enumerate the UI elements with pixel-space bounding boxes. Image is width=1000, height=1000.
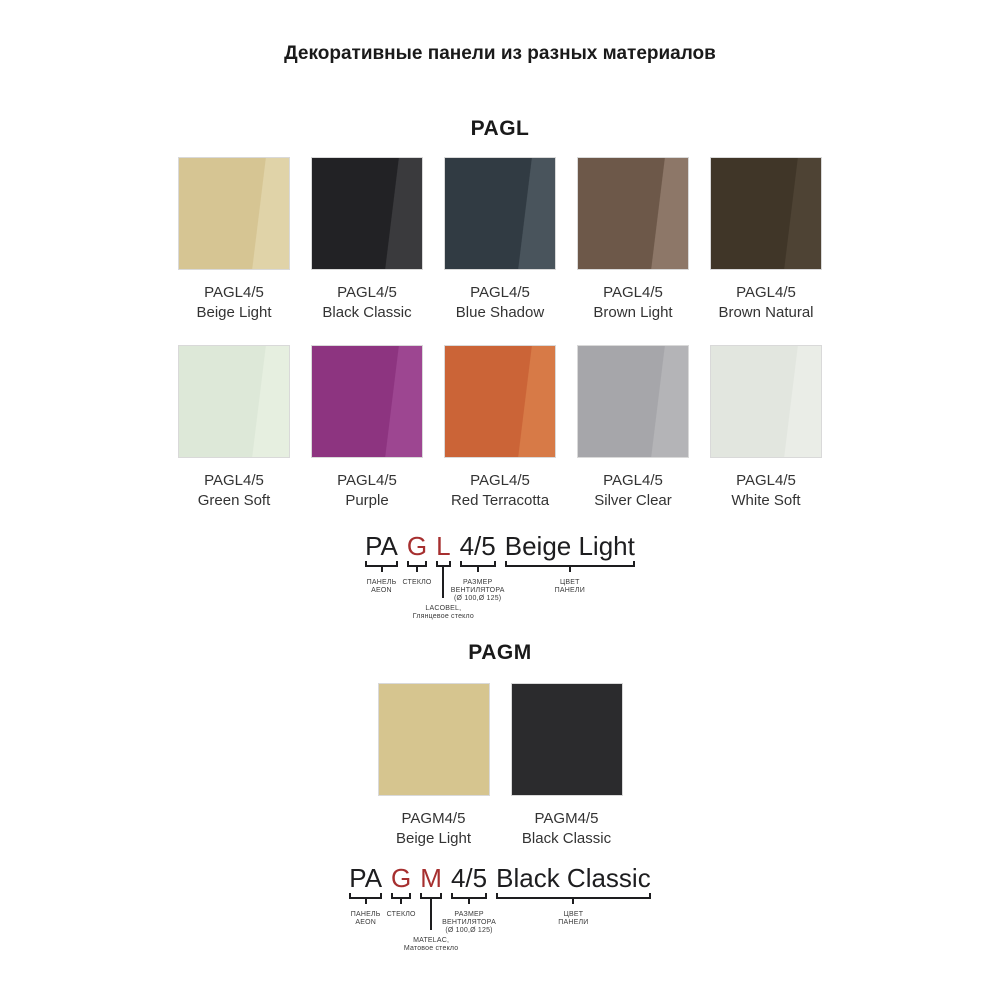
swatch-color-name: Black Classic bbox=[521, 830, 612, 847]
swatch-cell bbox=[444, 345, 556, 511]
bracket-tick bbox=[430, 899, 432, 930]
section-header-pagm: PAGM bbox=[468, 641, 532, 664]
swatch-cell bbox=[378, 683, 490, 849]
swatch-code: PAGL4/5 bbox=[337, 284, 397, 301]
color-swatch bbox=[178, 345, 290, 458]
bracket-tick bbox=[381, 567, 383, 572]
color-swatch bbox=[444, 345, 556, 458]
color-swatch bbox=[710, 157, 822, 270]
swatch-code: PAGL4/5 bbox=[470, 284, 530, 301]
formula-code-part: G bbox=[406, 531, 428, 561]
bracket-tick bbox=[572, 899, 574, 904]
swatch-code: PAGL4/5 bbox=[736, 472, 796, 489]
formula-segment bbox=[365, 531, 398, 594]
swatch-cell bbox=[178, 157, 290, 323]
swatch-color-name: Beige Light bbox=[395, 830, 472, 847]
swatch-cell bbox=[577, 157, 689, 323]
formula-segment bbox=[450, 531, 505, 602]
bracket-tick bbox=[477, 567, 479, 572]
formula-code-part: Beige Light bbox=[504, 531, 635, 561]
swatch-color-name: White Soft bbox=[731, 492, 801, 509]
swatch-color-name: Black Classic bbox=[322, 304, 412, 321]
formula-code-part: M bbox=[420, 863, 442, 893]
formula-segment bbox=[349, 863, 383, 926]
swatch-code: PAGL4/5 bbox=[603, 472, 663, 489]
swatch-color-name: Brown Natural bbox=[718, 304, 814, 321]
section-pagl bbox=[0, 117, 1000, 622]
formula-code-part: PA bbox=[349, 863, 383, 893]
section-pagm bbox=[0, 641, 1000, 954]
color-swatch bbox=[577, 345, 689, 458]
formula-part-label: ПАНЕЛЬ AEON bbox=[366, 579, 397, 594]
swatch-cell bbox=[710, 345, 822, 511]
bracket-tick bbox=[400, 899, 402, 904]
color-swatch bbox=[577, 157, 689, 270]
color-swatch bbox=[311, 345, 423, 458]
swatch-color-name: Red Terracotta bbox=[450, 492, 550, 509]
formula-segment bbox=[403, 863, 459, 952]
formula-segment bbox=[496, 863, 651, 926]
formula-segment bbox=[504, 531, 635, 594]
swatch-cell bbox=[311, 345, 423, 511]
swatch-row-pagm bbox=[0, 683, 1000, 849]
formula-segment bbox=[386, 863, 416, 918]
swatch-code: PAGL4/5 bbox=[470, 472, 530, 489]
bracket-tick bbox=[569, 567, 571, 572]
formula-code-part: G bbox=[391, 863, 412, 893]
swatch-code: PAGL4/5 bbox=[736, 284, 796, 301]
swatch-code: PAGL4/5 bbox=[204, 472, 264, 489]
formula-part-label: РАЗМЕР ВЕНТИЛЯТОРА (Ø 100,Ø 125) bbox=[450, 579, 505, 602]
swatch-code: PAGL4/5 bbox=[603, 284, 663, 301]
swatch-color-name: Purple bbox=[345, 492, 389, 509]
bracket-tick bbox=[416, 567, 418, 572]
swatch-code: PAGL4/5 bbox=[204, 284, 264, 301]
swatch-code: PAGM4/5 bbox=[401, 810, 466, 827]
formula-segment bbox=[412, 531, 474, 620]
formula-code-part: L bbox=[436, 531, 451, 561]
swatch-row-2 bbox=[0, 345, 1000, 511]
swatch-cell bbox=[577, 345, 689, 511]
swatch-cell bbox=[710, 157, 822, 323]
swatch-color-name: Silver Clear bbox=[594, 492, 672, 509]
swatch-cell bbox=[444, 157, 556, 323]
formula-part-label: ПАНЕЛЬ AEON bbox=[350, 911, 381, 926]
swatch-cell bbox=[511, 683, 623, 849]
page-title: Декоративные панели из разных материалов bbox=[284, 43, 716, 64]
formula-part-label: ЦВЕТ ПАНЕЛИ bbox=[554, 579, 585, 594]
code-formula-pagm bbox=[0, 864, 1000, 954]
bracket-tick bbox=[365, 899, 367, 904]
code-formula-pagl bbox=[0, 532, 1000, 622]
formula-segment bbox=[402, 531, 432, 586]
formula-part-label: MATELAC, Матовое стекло bbox=[403, 937, 459, 952]
formula-segment bbox=[442, 863, 496, 934]
color-swatch bbox=[710, 345, 822, 458]
formula-code-part: PA bbox=[365, 531, 398, 561]
swatch-cell bbox=[311, 157, 423, 323]
color-swatch bbox=[511, 683, 623, 796]
swatch-color-name: Beige Light bbox=[196, 304, 272, 321]
color-swatch bbox=[311, 157, 423, 270]
swatch-color-name: Brown Light bbox=[593, 304, 673, 321]
swatch-code: PAGL4/5 bbox=[337, 472, 397, 489]
swatch-color-name: Green Soft bbox=[197, 492, 271, 509]
color-swatch bbox=[378, 683, 490, 796]
color-swatch bbox=[178, 157, 290, 270]
formula-part-label: ЦВЕТ ПАНЕЛИ bbox=[558, 911, 589, 926]
formula-part-label: LACOBEL, Глянцевое стекло bbox=[412, 605, 474, 620]
bracket-tick bbox=[468, 899, 470, 904]
formula-part-label: РАЗМЕР ВЕНТИЛЯТОРА (Ø 100,Ø 125) bbox=[442, 911, 496, 934]
swatch-code: PAGM4/5 bbox=[534, 810, 599, 827]
bracket-tick bbox=[442, 567, 444, 598]
formula-code-part: 4/5 bbox=[459, 531, 496, 561]
color-swatch bbox=[444, 157, 556, 270]
swatch-color-name: Blue Shadow bbox=[455, 304, 545, 321]
formula-code-part: 4/5 bbox=[450, 863, 488, 893]
formula-code-part: Black Classic bbox=[496, 863, 651, 893]
section-header-pagl: PAGL bbox=[470, 117, 530, 140]
swatch-row-1 bbox=[0, 157, 1000, 323]
swatch-cell bbox=[178, 345, 290, 511]
formula-part-label: СТЕКЛО bbox=[402, 579, 432, 586]
formula-part-label: СТЕКЛО bbox=[386, 911, 416, 918]
